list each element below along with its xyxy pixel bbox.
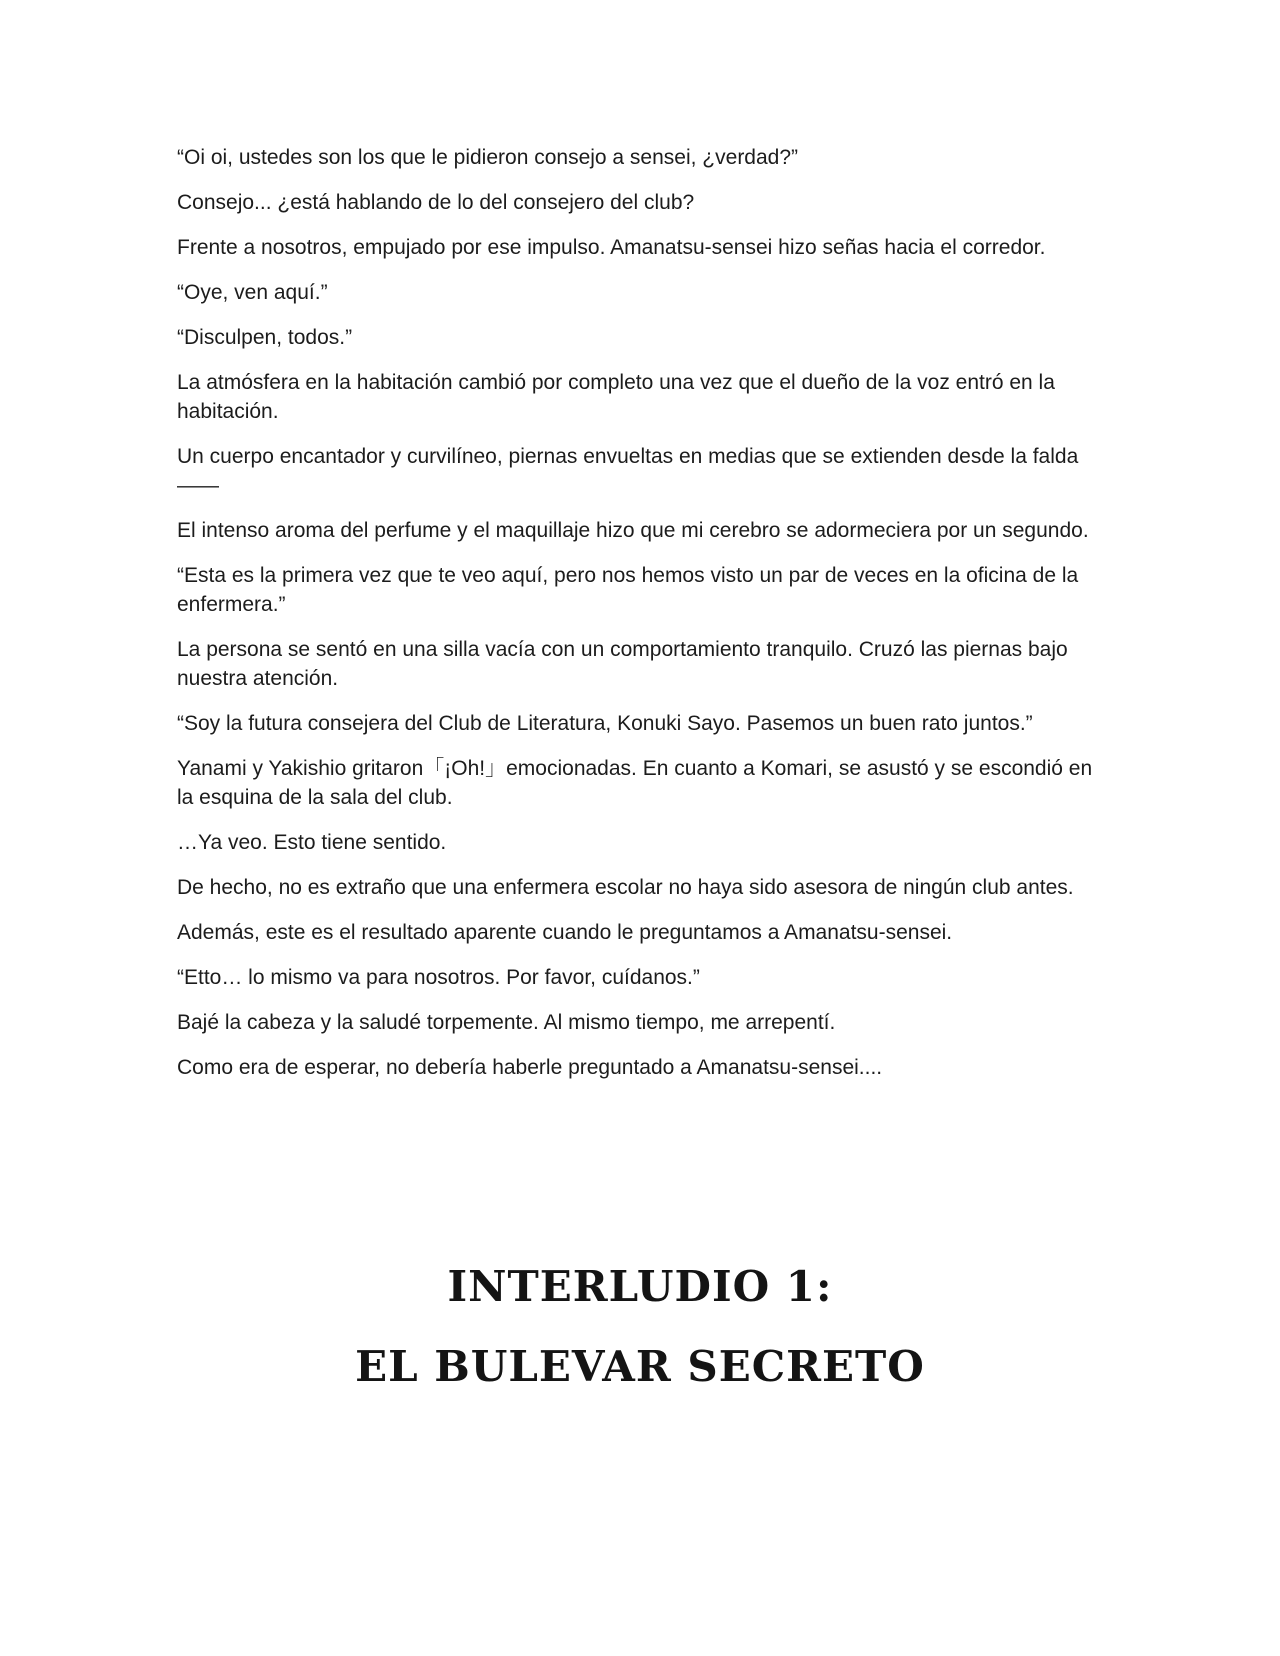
interlude-heading: INTERLUDIO 1: — [447, 1262, 833, 1311]
paragraph: “Esta es la primera vez que te veo aquí, pero nos hemos visto un par de veces en la oficina de la enfermera.” — [177, 564, 1079, 616]
paragraph: La atmósfera en la habitación cambió por completo una vez que el dueño de la voz entró en la habitación. — [177, 371, 1055, 423]
paragraph: El intenso aroma del perfume y el maquillaje hizo que mi cerebro se adormeciera por un segundo. — [177, 519, 1089, 542]
paragraph: De hecho, no es extraño que una enfermera escolar no haya sido asesora de ningún club antes. — [177, 876, 1074, 899]
body-text — [177, 143, 1097, 1098]
paragraph: “Etto… lo mismo va para nosotros. Por favor, cuídanos.” — [177, 966, 700, 989]
interlude-subheading: EL BULEVAR SECRETO — [355, 1342, 925, 1391]
paragraph: “Oi oi, ustedes son los que le pidieron consejo a sensei, ¿verdad?” — [177, 146, 799, 169]
paragraph: Un cuerpo encantador y curvilíneo, piernas envueltas en medias que se extienden desde la falda—— — [177, 445, 1079, 497]
paragraph: Frente a nosotros, empujado por ese impulso. Amanatsu-sensei hizo señas hacia el corredor. — [177, 236, 1046, 259]
paragraph: La persona se sentó en una silla vacía con un comportamiento tranquilo. Cruzó las piernas bajo nuestra atención. — [177, 638, 1068, 690]
paragraph: …Ya veo. Esto tiene sentido. — [177, 831, 447, 854]
paragraph: “Soy la futura consejera del Club de Literatura, Konuki Sayo. Pasemos un buen rato juntos.” — [177, 712, 1033, 735]
paragraph: “Disculpen, todos.” — [177, 326, 353, 349]
paragraph: Además, este es el resultado aparente cuando le preguntamos a Amanatsu-sensei. — [177, 921, 953, 944]
paragraph: Bajé la cabeza y la saludé torpemente. Al mismo tiempo, me arrepentí. — [177, 1011, 836, 1034]
paragraph: Como era de esperar, no debería haberle preguntado a Amanatsu-sensei.... — [177, 1056, 883, 1079]
paragraph: Consejo... ¿está hablando de lo del consejero del club? — [177, 191, 695, 214]
paragraph: “Oye, ven aquí.” — [177, 281, 328, 304]
paragraph: Yanami y Yakishio gritaron「¡Oh!」emocionadas. En cuanto a Komari, se asustó y se escondió en la esquina de la sala del club. — [177, 757, 1093, 809]
